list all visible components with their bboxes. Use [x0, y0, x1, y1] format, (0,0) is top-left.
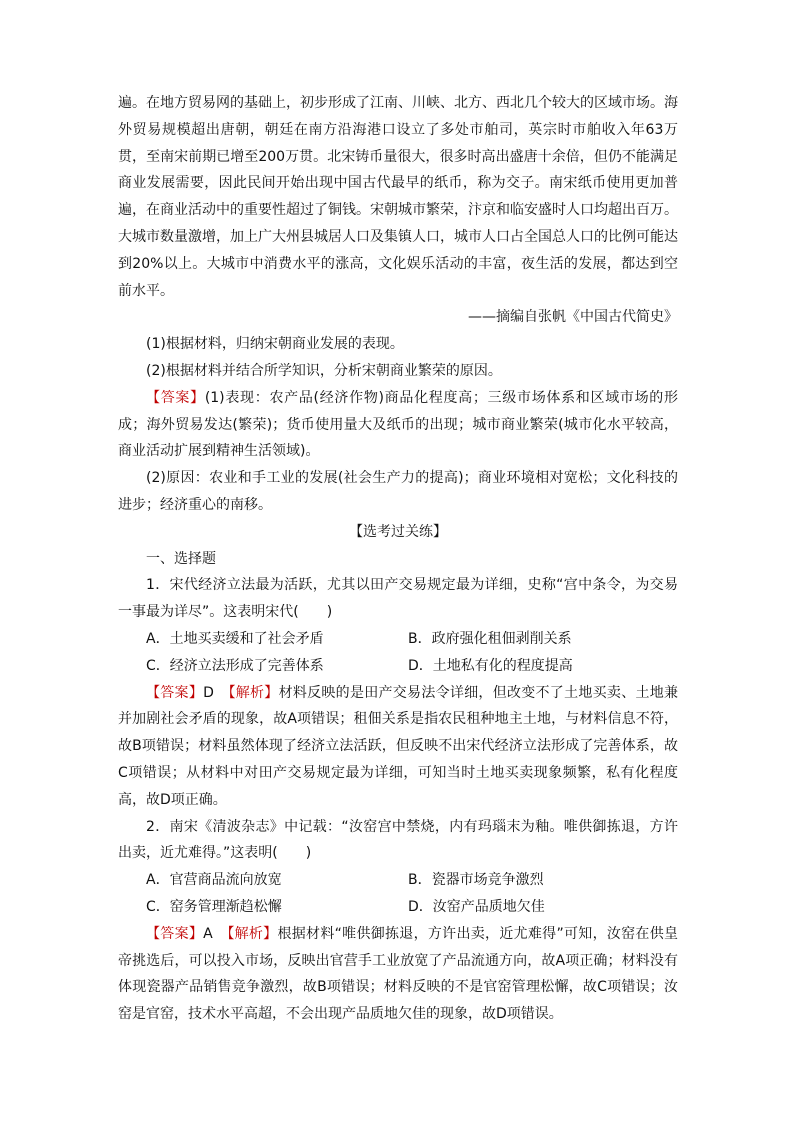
mc1-option-d: D．土地私有化的程度提高: [408, 657, 573, 674]
answer-text: (1)表现：农产品(经济作物)商品化程度高；三级市场体系和区域市场的形成；海外贸易发达(繁荣)；货币使用量大及纸币的出现；城市商业繁荣(城市化水平较高，商业活动扩展到精神生活领域)。: [118, 389, 678, 460]
mc1-answer: D: [203, 684, 214, 701]
mc2-options: [118, 867, 678, 921]
mc1-analysis-tag: 【解析】: [228, 684, 279, 701]
material-text: 遍。在地方贸易网的基础上，初步形成了江南、川峡、北方、西北几个较大的区域市场。海外贸易规模超出唐朝，朝廷在南方沿海港口设立了多处市舶司，英宗时市舶收入年63万贯，至南宋前期已增至200万贯。北宋铸币量很大，很多时高出盛唐十余倍，但仍不能满足商业发展需要，因此民间开始出现中国古代最早的纸币，称为交子。南宋纸币使用更加普遍，在商业活动中的重要性超过了铜钱。宋朝城市繁荣，汴京和临安盛时人口均超出百万。大城市数量激增，加上广大州县城居人口及集镇人口，城市人口占全国总人口的比例可能达到20%以上。大城市中消费水平的涨高，文化娱乐活动的丰富，夜生活的发展，都达到空前水平。: [118, 95, 678, 299]
mc2-stem: 2．南宋《清波杂志》中记载：“汝窑宫中禁烧，内有玛瑙末为釉。唯供御拣退，方许出卖，近尤难得。”这表明( ): [118, 818, 678, 862]
mc2-option-c: C．窑务管理渐趋松懈: [146, 898, 282, 915]
question-1: (1)根据材料，归纳宋朝商业发展的表现。: [146, 336, 404, 353]
mc2-option-b: B．瓷器市场竞争激烈: [408, 872, 544, 889]
mc2-analysis: 根据材料“唯供御拣退，方许出卖，近尤难得”可知，汝窑在供皇帝挑选后，可以投入市场，反映出官营手工业放宽了产品流通方向，故A项正确；材料没有体现瓷器产品销售竞争激烈，故B项错误；材料反映的不是官窑管理松懈，故C项错误；汝窑是官窑，技术水平高超，不会出现产品质地欠佳的现象，故D项错误。: [118, 925, 679, 1023]
mc1-answer-block: [118, 680, 678, 814]
mc1-option-a: A．土地买卖缓和了社会矛盾: [146, 630, 324, 647]
material-source: ——摘编自张帆《中国古代简史》: [468, 309, 678, 326]
mc2-option-a: A．官营商品流向放宽: [146, 872, 282, 889]
mc2-analysis-tag: 【解析】: [227, 925, 278, 942]
mc1-answer-tag: 【答案】: [146, 684, 204, 701]
mc1-option-b: B．政府强化租佃剥削关系: [408, 630, 572, 647]
mc2-answer-tag: 【答案】: [146, 925, 204, 942]
section-subtitle: 一、选择题: [146, 550, 216, 567]
answer-block-2: (2)原因：农业和手工业的发展(社会生产力的提高)；商业环境相对宽松；文化科技的进步；经济重心的南移。: [118, 470, 678, 513]
mc1-option-c: C．经济立法形成了完善体系: [146, 657, 324, 674]
answer-tag: 【答案】: [146, 389, 205, 406]
mc1-stem: 1．宋代经济立法最为活跃，尤其以田产交易规定最为详细，史称“宫中条令，为交易一事最为详尽”。这表明宋代( ): [118, 577, 678, 621]
section-title: 【选考过关练】: [349, 523, 447, 540]
mc1-options: [118, 626, 678, 680]
mc2-option-d: D．汝窑产品质地欠佳: [408, 898, 545, 915]
document-page: [118, 90, 678, 1028]
mc2-answer: A: [203, 925, 213, 942]
mc1-analysis: 材料反映的是田产交易法令详细，但改变不了土地买卖、土地兼并加剧社会矛盾的现象，故A项错误；租佃关系是指农民租种地主土地，与材料信息不符，故B项错误；材料虽然体现了经济立法活跃，但反映不出宋代经济立法形成了完善体系，故C项错误；从材料中对田产交易规定最为详细，可知当时土地买卖现象频繁，私有化程度高，故D项正确。: [118, 684, 679, 808]
question-2: (2)根据材料并结合所学知识，分析宋朝商业繁荣的原因。: [146, 362, 502, 379]
mc2-answer-block: [118, 921, 678, 1028]
answer-block-1: [118, 385, 678, 465]
